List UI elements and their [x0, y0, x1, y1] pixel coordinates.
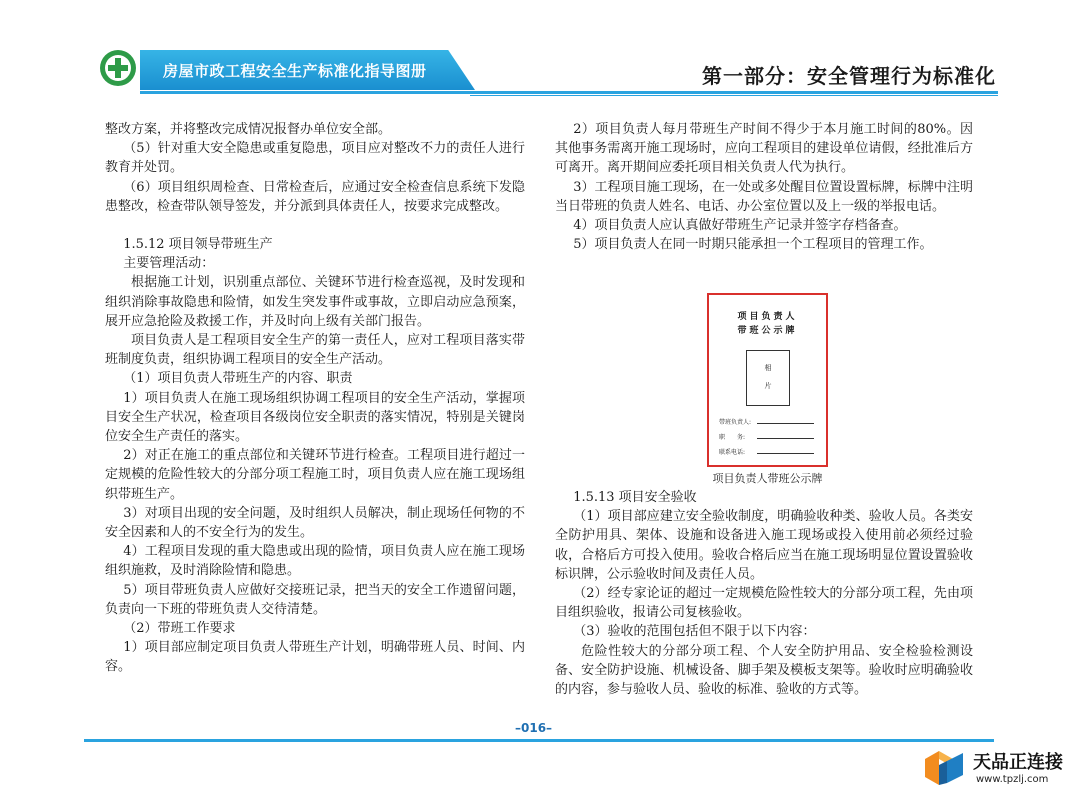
- paragraph: 2）对正在施工的重点部位和关键环节进行检查。工程项目进行超过一定规模的危险性较大的分部分项工程施工时，项目负责人应在施工现场组织带班生产。: [105, 448, 525, 502]
- safety-cross-logo-icon: [98, 48, 138, 88]
- header-rule: [140, 91, 998, 94]
- figure-caption: 项目负责人带班公示牌: [712, 472, 823, 485]
- paragraph: （1）项目部应建立安全验收制度，明确验收种类、验收人员。各类安全防护用具、架体、设施和设备进入施工现场或投入使用前必须经过验收，合格后方可投入使用。验收合格后应当在施工现场明显位置设置验收标识牌，公示验收时间及责任人员。: [555, 509, 973, 582]
- paragraph: 1）项目负责人在施工现场组织协调工程项目的安全生产活动，掌握项目安全生产状况，检查项目各级岗位安全职责的落实情况，特别是关键岗位安全生产责任的落实。: [105, 390, 525, 445]
- section-title: 第一部分：安全管理行为标准化: [702, 64, 996, 88]
- paragraph: 3）工程项目施工现场，在一处或多处醒目位置设置标牌，标牌中注明当日带班的负责人姓名、电话、办公室位置以及上一级的举报电话。: [555, 179, 973, 214]
- paragraph: 4）项目负责人应认真做好带班生产记录并签字存档备查。: [573, 218, 907, 234]
- board-title-line-2: 带班公示牌: [737, 326, 798, 336]
- board-field-label: 带班负责人:: [719, 419, 752, 426]
- paragraph: （6）项目组织周检查、日常检查后，应通过安全检查信息系统下发隐患整改，检查带队领导签发，并分派到具体责任人，按要求完成整改。: [105, 179, 525, 214]
- right-column-lower: [555, 488, 973, 699]
- paragraph: 5）项目负责人在同一时期只能承担一个工程项目的管理工作。: [573, 237, 933, 253]
- paragraph: （1）项目负责人带班生产的内容、职责: [123, 371, 353, 387]
- board-field-label: 职 务:: [719, 434, 746, 441]
- page-number: –016–: [515, 721, 553, 735]
- paragraph: （5）针对重大安全隐患或重复隐患，项目应对整改不力的责任人进行教育并处罚。: [105, 141, 525, 176]
- paragraph: （3）验收的范围包括但不限于以下内容：: [573, 624, 816, 640]
- paragraph: 根据施工计划，识别重点部位、关键环节进行检查巡视，及时发现和组织消除事故隐患和险情，如发生突发事件或事故，立即启动应急预案，展开应急抢险及救援工作，并及时向上级有关部门报告。: [105, 275, 525, 329]
- paragraph: 1）项目部应制定项目负责人带班生产计划，明确带班人员、时间、内容。: [105, 640, 525, 675]
- paragraph: 危险性较大的分部分项工程、个人安全防护用品、安全检验检测设备、安全防护设施、机械设备、脚手架及模板支架等。验收时应明确验收的内容，参与验收人员、验收的标准、验收的方式等。: [555, 643, 973, 698]
- paragraph: 5）项目带班负责人应做好交接班记录，把当天的安全工作遗留问题，负责向一下班的带班负责人交待清楚。: [105, 582, 525, 617]
- page-header: [0, 40, 1080, 102]
- board-field-label: 联系电话:: [719, 449, 746, 456]
- paragraph: 3）对项目出现的安全问题，及时组织人员解决，制止现场任何物的不安全因素和人的不安全行为的发生。: [105, 505, 525, 541]
- section-heading: 1.5.12 项目领导带班生产: [123, 237, 273, 253]
- board-field: [719, 417, 819, 426]
- board-title-line-1: 项目负责人: [737, 312, 798, 322]
- section-heading: 1.5.13 项目安全验收: [573, 490, 697, 505]
- banner-title: 房屋市政工程安全生产标准化指导图册: [163, 62, 427, 80]
- board-field: [719, 447, 819, 456]
- watermark-name: 天品正连接: [973, 752, 1063, 773]
- paragraph: 项目负责人是工程项目安全生产的第一责任人，应对工程项目落实带班制度负责，组织协调工程项目的安全生产活动。: [105, 333, 525, 368]
- paragraph: 4）工程项目发现的重大隐患或出现的险情，项目负责人应在施工现场组织施救，及时消除险情和隐患。: [105, 544, 525, 579]
- paragraph: 主要管理活动：: [123, 256, 215, 272]
- paragraph: （2）经专家论证的超过一定规模危险性较大的分部分项工程，先由项目组织验收，报请公司复核验收。: [555, 586, 973, 621]
- paragraph: 2）项目负责人每月带班生产时间不得少于本月施工时间的80%。因其他事务需离开施工现场时，应向工程项目的建设单位请假，经批准后方可离开。离开期间应委托项目相关负责人代为执行。: [555, 122, 973, 176]
- right-column: [555, 120, 973, 254]
- photo-placeholder: [746, 350, 790, 406]
- tpzlj-cube-logo-icon: [923, 745, 967, 789]
- duty-board-figure: [707, 293, 828, 467]
- paragraph: 整改方案，并将整改完成情况报督办单位安全部。: [105, 122, 392, 137]
- header-rule-thin: [470, 95, 998, 96]
- paragraph: （2）带班工作要求: [123, 621, 236, 637]
- left-column: [105, 120, 525, 677]
- photo-label-1: 相: [764, 364, 772, 372]
- board-field: [719, 432, 819, 441]
- photo-label-2: 片: [764, 382, 772, 390]
- watermark-url[interactable]: www.tpzlj.com: [976, 774, 1049, 785]
- footer-rule: [84, 739, 994, 742]
